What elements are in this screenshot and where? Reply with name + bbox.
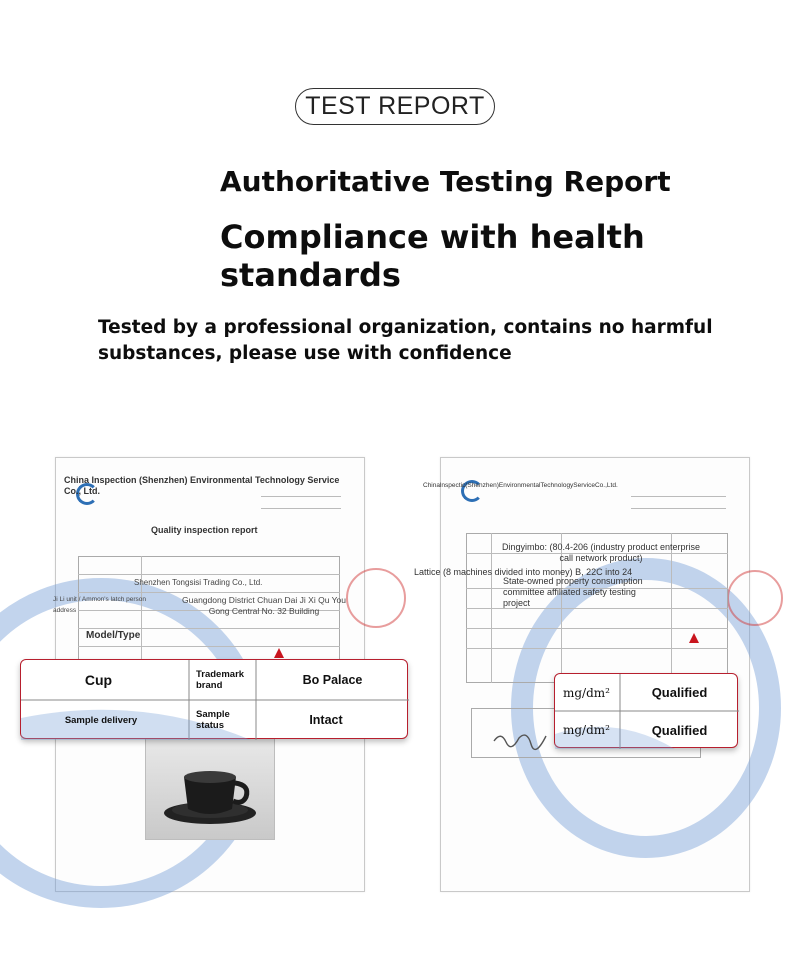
red-stamp [727, 570, 783, 626]
product-info-panel [20, 659, 408, 739]
left-address: Guangdong District Chuan Dai Ji Xi Qu You Gong Central No. 32 Building [182, 595, 346, 616]
scan-rule [466, 648, 728, 649]
signature-scribble [491, 726, 551, 750]
cup-photo [145, 738, 275, 840]
trademark-label: Trademark brand [196, 669, 245, 691]
sample-status-label: Sample status [196, 709, 230, 731]
right-text-1: Dingyimbo: (80.4-206 (industry product enterprise call network product) [501, 542, 701, 563]
scan-rule [631, 496, 726, 497]
left-unit-label: Ji Li unit / Ammon's latch person address [53, 596, 147, 614]
sample-status-value: Intact [309, 713, 343, 727]
result-unit-1: mg/dm² [563, 685, 610, 700]
sample-delivery: Sample delivery [64, 714, 138, 726]
subtitle-line-1: Tested by a professional organization, contains no harmful [98, 317, 713, 338]
scan-rule [78, 592, 340, 593]
red-stamp [346, 568, 406, 628]
marker-triangle-icon [689, 633, 699, 643]
result-value-1: Qualified [651, 685, 708, 700]
scan-rule [78, 628, 340, 629]
cup-image [146, 739, 276, 841]
test-results-panel [554, 673, 738, 748]
compliance-line-1: Compliance with health [220, 218, 645, 256]
right-text-3: State-owned property consumption committee affiliated safety testing project [503, 576, 643, 608]
right-text-2: Lattice (8 machines divided into money) B, 22C into 24 [414, 567, 633, 577]
scan-rule [261, 508, 341, 509]
brand-name: Bo Palace [302, 673, 363, 687]
subtitle [98, 315, 738, 367]
left-report-title: Quality inspection report [151, 525, 258, 535]
scan-rule [78, 646, 340, 647]
product-name: Cup [84, 672, 113, 688]
scan-rule [78, 574, 340, 575]
result-unit-2: mg/dm² [563, 723, 610, 737]
report-title: Authoritative Testing Report [220, 165, 671, 198]
scan-rule [631, 508, 726, 509]
scan-rule [491, 533, 492, 683]
scan-rule [261, 496, 341, 497]
compliance-heading [220, 218, 700, 294]
scan-rule [466, 628, 728, 629]
right-issuer: Chinalnspectic(Shenzhen)EnvironmentalTechnologyServiceCo.,Ltd. [423, 482, 618, 489]
left-client: Shenzhen Tongsisi Trading Co., Ltd. [134, 578, 263, 587]
left-model-label: Model/Type [86, 630, 141, 641]
marker-triangle-icon [274, 648, 284, 658]
left-issuer: China Inspection (Shenzhen) Environmental Technology Service Co., Ltd. [64, 475, 340, 496]
compliance-line-2: standards [220, 256, 401, 294]
test-report-badge: TEST REPORT [295, 88, 495, 125]
result-value-2: Qualified [651, 722, 708, 738]
subtitle-line-2: substances, please use with confidence [98, 343, 512, 364]
